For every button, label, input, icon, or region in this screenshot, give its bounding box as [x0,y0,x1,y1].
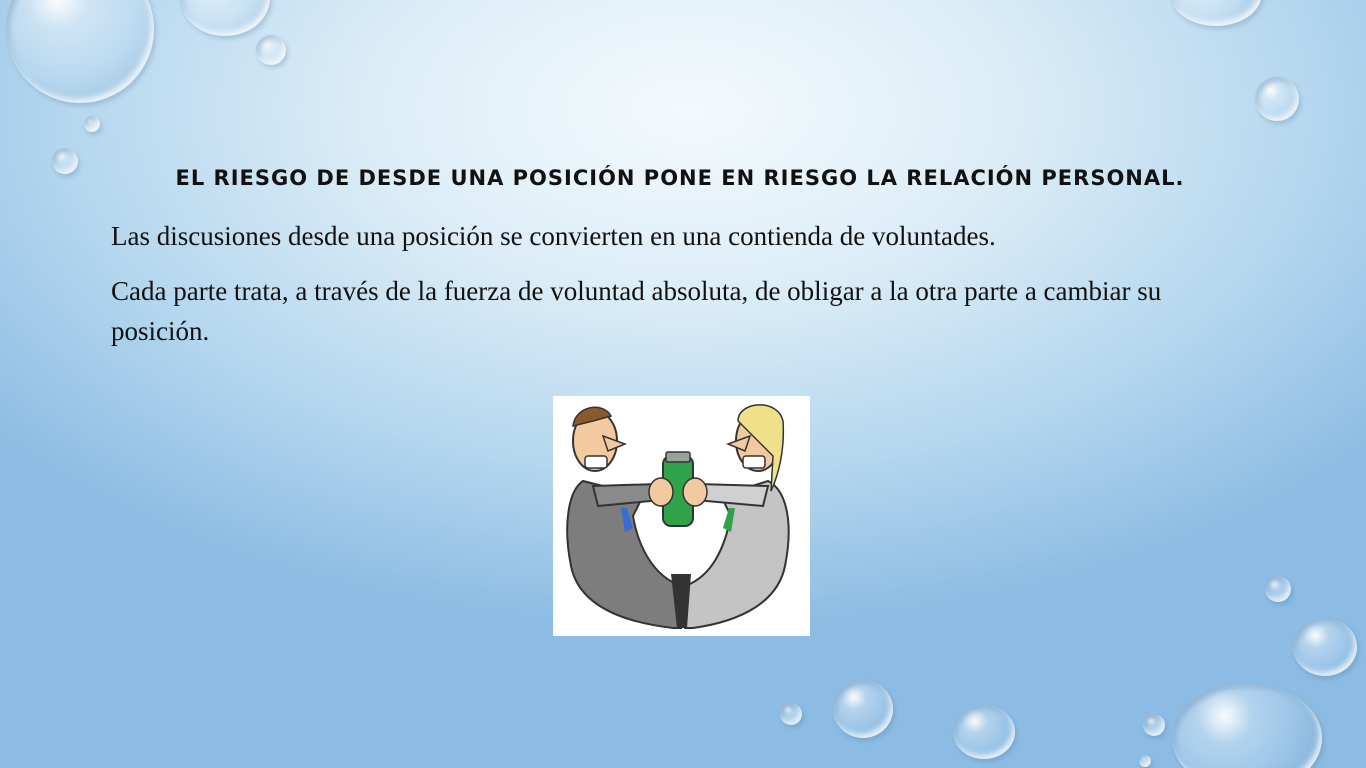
water-drop-decoration [1265,576,1291,602]
water-drop-decoration [1139,755,1151,767]
body-paragraph: Cada parte trata, a través de la fuerza de voluntad absoluta, de obligar a la otra parte a cambiar su posición. [111,276,1162,346]
water-drop-decoration [1255,77,1299,121]
water-drop-decoration [256,35,286,65]
slide-title: EL RIESGO DE DESDE UNA POSICIÓN PONE EN RIESGO LA RELACIÓN PERSONAL. [175,166,1185,190]
water-drop-decoration [833,680,893,738]
water-drop-decoration [180,0,270,36]
illustration-drawing [553,396,810,636]
water-drop-decoration [52,148,78,174]
body-paragraph: Las discusiones desde una posición se convierten en una contienda de voluntades. [111,221,996,251]
water-drop-decoration [6,0,154,103]
water-drop-decoration [1170,0,1262,26]
slide-body [111,216,1231,366]
water-drop-decoration [1143,714,1165,736]
water-drop-decoration [1293,618,1357,676]
water-drop-decoration [1172,683,1322,768]
water-drop-decoration [84,116,100,132]
water-drop-decoration [780,703,802,725]
tug-of-war-illustration [553,396,810,636]
water-drop-decoration [953,705,1015,759]
